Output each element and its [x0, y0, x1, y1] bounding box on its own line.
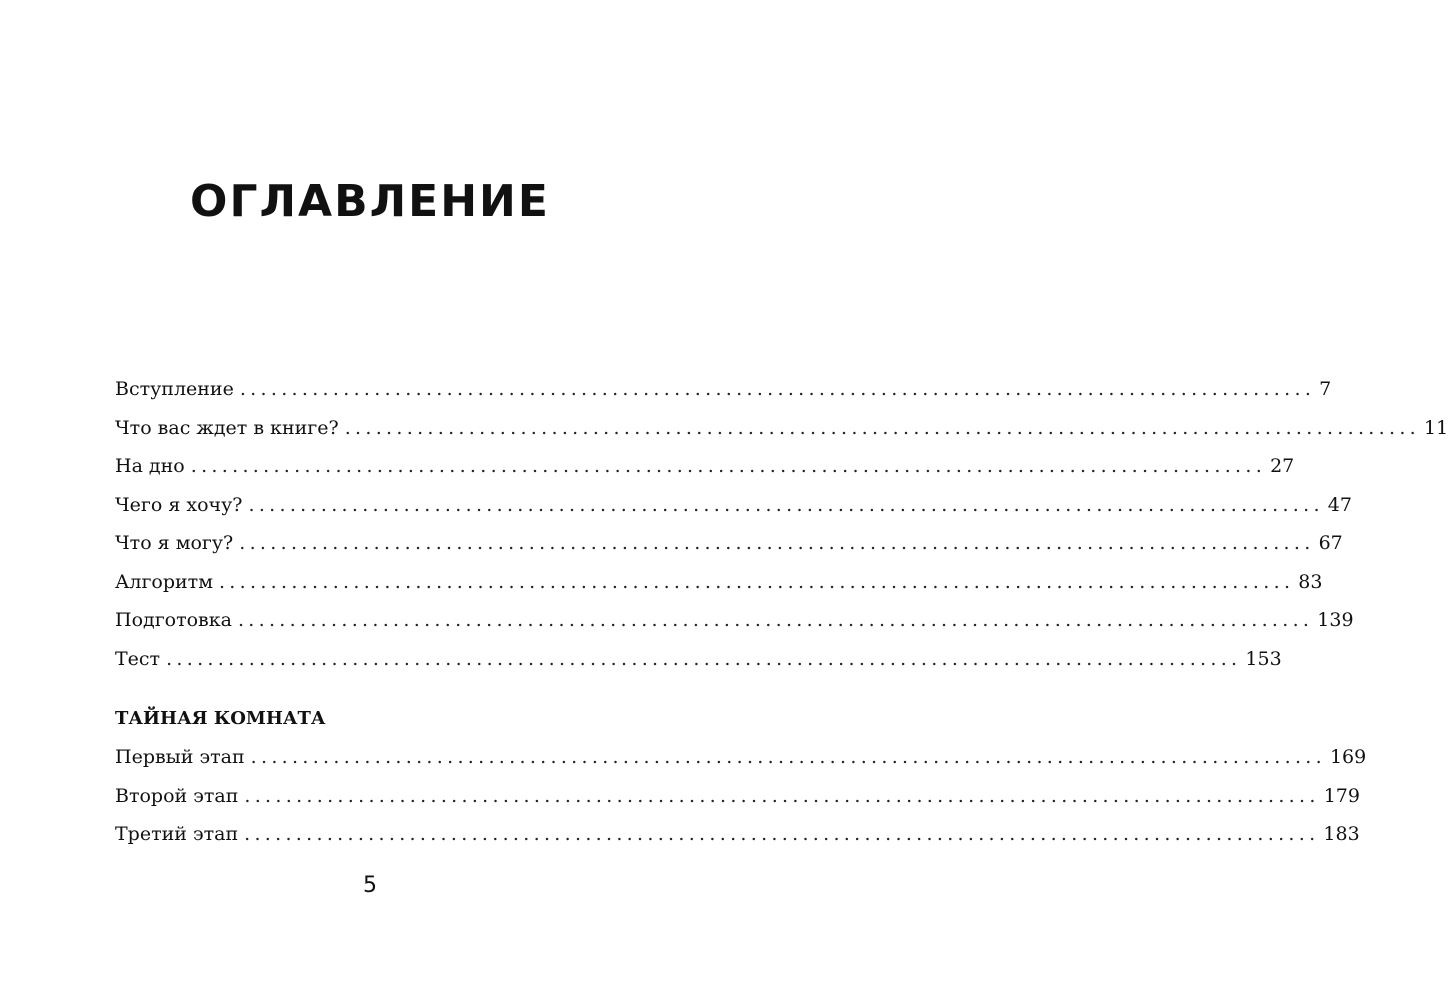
toc-entry-page: 11: [1424, 416, 1448, 439]
toc-entry-label: На дно: [115, 455, 185, 477]
dot-leader: ........................................................................................................: [166, 647, 1242, 670]
toc-entry-label: Первый этап: [115, 746, 245, 768]
toc-entry-page: 7: [1319, 378, 1332, 400]
dot-leader: ........................................................................................................: [239, 532, 1315, 554]
toc-entry-page: 179: [1323, 784, 1360, 807]
toc-entry-algorithm: [115, 563, 1323, 602]
toc-entry-label: Что я могу?: [115, 532, 234, 554]
dot-leader: ........................................................................................................: [344, 416, 1420, 439]
toc-entry-page: 67: [1318, 532, 1343, 554]
toc-entry-page: 153: [1245, 647, 1282, 670]
page-number: 5: [363, 873, 377, 898]
dot-leader: ........................................................................................................: [244, 823, 1320, 845]
dot-leader: ........................................................................................................: [239, 378, 1316, 400]
toc-entry-what-i-can: [115, 524, 1343, 563]
table-of-contents: [115, 370, 1448, 854]
dot-leader: ........................................................................................................: [218, 570, 1295, 593]
dot-leader: ........................................................................................................: [250, 746, 1326, 768]
toc-entry-page: 183: [1323, 823, 1360, 845]
toc-section-title: ТАЙНАЯ КОМНАТА: [115, 708, 326, 729]
toc-entry-label: Тест: [115, 647, 161, 670]
toc-entry-second-stage: [115, 777, 1360, 816]
toc-entry-page: 27: [1270, 455, 1295, 477]
dot-leader: ........................................................................................................: [248, 493, 1324, 516]
toc-entry-label: Что вас ждет в книге?: [115, 416, 339, 439]
dot-leader: ........................................................................................................: [237, 609, 1314, 631]
toc-entry-page: 47: [1327, 493, 1352, 516]
toc-entry-to-bottom: [115, 447, 1295, 486]
toc-entry-page: 139: [1317, 609, 1354, 631]
toc-entry-page: 83: [1298, 570, 1323, 593]
dot-leader: ........................................................................................................: [190, 455, 1267, 477]
toc-entry-page: 169: [1329, 746, 1367, 768]
toc-entry-third-stage: [115, 815, 1360, 854]
toc-entry-label: Чего я хочу?: [115, 493, 243, 516]
toc-entry-preparation: [115, 601, 1354, 640]
toc-entry-what-i-want: [115, 486, 1352, 525]
toc-entry-label: Алгоритм: [115, 570, 213, 593]
toc-entry-label: Третий этап: [115, 823, 239, 845]
toc-entry-first-stage: [115, 738, 1367, 777]
toc-entry-label: Второй этап: [115, 784, 239, 807]
toc-entry-label: Вступление: [115, 378, 234, 400]
toc-entry-label: Подготовка: [115, 609, 232, 631]
toc-entry-intro: [115, 370, 1332, 409]
toc-heading: ОГЛАВЛЕНИЕ: [190, 176, 550, 227]
toc-entry-book-contents: [115, 409, 1448, 448]
dot-leader: ........................................................................................................: [244, 784, 1320, 807]
toc-entry-test: [115, 640, 1282, 679]
